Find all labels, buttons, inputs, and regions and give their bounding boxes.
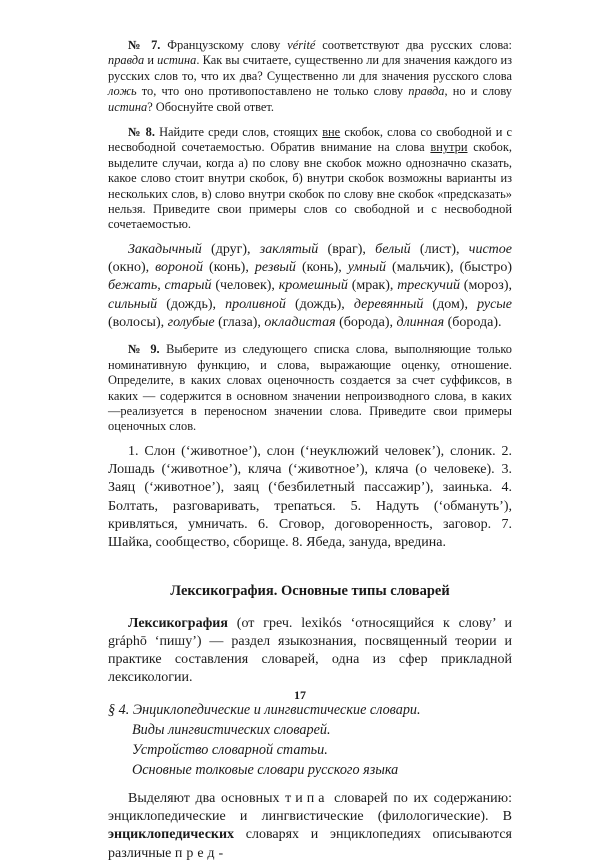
word: резвый: [254, 260, 296, 276]
word: Закадычный: [128, 241, 202, 257]
text: скобок, слова со свободной и с несвободной сочетаемостью. Обратив внимание на слова: [108, 125, 513, 155]
emphasis: ложь: [108, 84, 137, 99]
lexicography-definition: [108, 615, 512, 688]
word: русые: [477, 296, 513, 312]
exercise-8-words: [108, 241, 512, 332]
text: Французскому слову: [160, 38, 288, 52]
text: (лист),: [410, 241, 469, 257]
text: (дождь),: [157, 296, 226, 312]
text: скобок, выделите случаи, когда а) по слову вне скобок можно однозначно сказать, какое слово стоит внутри скобок, б) внутри скобок возможны варианты из нескольких слов, в) слово внутри скобок по слову вне скобок «предсказать» нельзя. Приведите свои примеры слов со свободной и с несвободной сочетаемостью.: [108, 140, 512, 232]
bold-term: энциклопедических: [108, 827, 235, 843]
term: Лексикография: [128, 615, 228, 631]
text: (друг),: [201, 241, 260, 257]
exercise-7-label: № 7.: [128, 38, 161, 52]
text: словарей по их содержанию: энциклопедические и лингвистические (филологические). В: [108, 790, 512, 825]
text: (мороз),: [459, 278, 512, 294]
text: (глаза),: [214, 315, 265, 331]
text: (враг),: [318, 241, 376, 257]
word: умный: [347, 260, 387, 276]
text: ? Обоснуйте свой ответ.: [147, 99, 275, 114]
emphasis: истина: [108, 99, 148, 114]
word: вороной: [155, 260, 203, 276]
emphasis: vérité: [287, 38, 316, 52]
word: бежать: [108, 278, 158, 294]
text: (окно),: [108, 260, 156, 276]
text: (дождь),: [285, 296, 354, 312]
word: окладистая: [264, 315, 336, 331]
underlined-word: внутри: [430, 140, 468, 155]
emphasis: правда: [108, 53, 145, 68]
exercise-9-label: № 9.: [128, 342, 160, 357]
emphasis: истина: [157, 53, 197, 68]
text: то, что оно противопоставлено не только слову: [136, 84, 409, 99]
text: Найдите среди слов, стоящих: [154, 125, 323, 140]
text: (мрак),: [347, 278, 398, 294]
text: соответствуют два русских слова:: [315, 38, 513, 52]
word: старый: [164, 278, 212, 294]
emphasis: правда: [408, 84, 445, 99]
text: (борода).: [444, 315, 502, 331]
text: и: [144, 53, 158, 68]
exercise-9: [108, 342, 512, 434]
section-heading: Лексикография. Основные типы словарей: [170, 582, 450, 599]
page-number: 17: [294, 688, 306, 702]
final-paragraph: [108, 790, 512, 863]
page-content: [108, 38, 512, 863]
section-line: Основные толковые словари русского языка: [132, 761, 399, 778]
text: (от греч. lexikós ‘относящийся к слову’ и gráphō ‘пишу’) — раздел языкознания, посвященный теории и практике составления словарей, одна из сфер прикладной лексикологии.: [108, 615, 512, 686]
section-number: § 4.: [108, 701, 130, 718]
text: (дом),: [423, 296, 478, 312]
word: длинная: [396, 315, 445, 331]
spaced-word: типа: [285, 790, 329, 806]
text: (волосы),: [108, 315, 168, 331]
exercise-7: [108, 38, 512, 115]
text: (мальчик), (быстро): [386, 260, 512, 276]
underlined-word: вне: [322, 125, 341, 140]
text: (человек),: [211, 278, 279, 294]
word: проливной: [225, 296, 286, 312]
word: деревянный: [353, 296, 424, 312]
word: сильный: [108, 296, 158, 312]
text: Выберите из следующего списка слова, выполняющие только номинативную функцию, и слова, выражающие оценку, отношение. Определите, в каких словах оценочность создается за счет суффиксов, в каких — содержится в основном значении непроизводного слова, в каких —реализуется в переносном значении слова. Приведите свои примеры оценочных слов.: [108, 342, 512, 434]
paragraph-4-title: [108, 700, 512, 780]
exercise-9-list: 1. Слон (‘животное’), слон (‘неуклюжий человек’), слоник. 2. Лошадь (‘животное’), кляча (‘животное’), кляча (о человеке). 3. Заяц (‘животное’), заяц (‘безбилетный пассажир’), заинька. 4. Болтать, разговаривать, трепаться. 5. Надуть (‘обмануть’), кривляться, умничать. 6. Сговор, договоренность, заговор. 7. Шайка, сообщество, сборище. 8. Ябеда, зануда, вредина.: [108, 443, 512, 551]
text: ,: [157, 278, 165, 294]
word: белый: [375, 241, 411, 257]
text: (конь),: [295, 260, 348, 276]
word: кромешный: [278, 278, 348, 294]
word: трескучий: [397, 278, 460, 294]
text: Энциклопедические и лингвистические словари.: [129, 701, 421, 718]
section-line: Устройство словарной статьи.: [132, 741, 328, 758]
word: чистое: [468, 241, 512, 257]
text: словарях и энциклопедиях описываются различные: [108, 827, 512, 861]
word: заклятый: [259, 241, 319, 257]
text: (конь),: [203, 260, 255, 276]
exercise-8-label: № 8.: [128, 125, 155, 140]
text: . Как вы считаете, существенно ли для значения каждого из русских слов то, что их два? Существенно ли для значения русского слова: [108, 53, 512, 83]
text: Выделяют два основных: [128, 790, 286, 806]
exercise-8: [108, 125, 512, 233]
spaced-word: пред-: [174, 845, 228, 861]
text: , но и слову: [444, 84, 512, 99]
text: (борода),: [335, 315, 397, 331]
section-line: Виды лингвистических словарей.: [132, 721, 331, 738]
word: голубые: [167, 315, 215, 331]
